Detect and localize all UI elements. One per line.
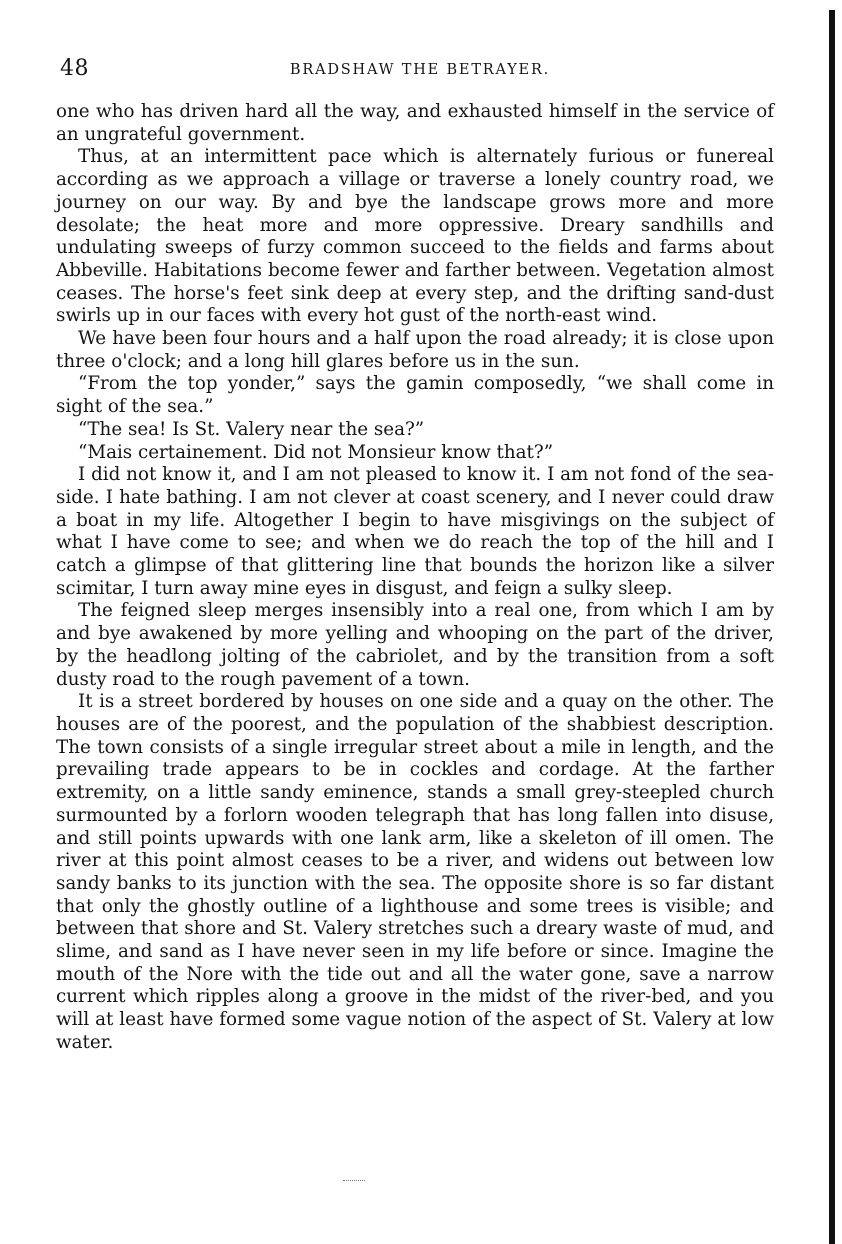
paragraph: The feigned sleep merges insensibly into a real one, from which I am by and bye awakened by more yelling and whooping on the part of the driver, by the headlong jolting of the cabriolet, and by the transition from a soft dusty road to the rough pavement of a town. (56, 600, 774, 690)
running-title: BRADSHAW THE BETRAYER. (289, 62, 551, 78)
body-text (56, 101, 774, 1055)
footer-rule (343, 1180, 365, 1181)
paragraph: We have been four hours and a half upon the road already; it is close upon three o'clock; and a long hill glares before us in the sun. (56, 328, 774, 372)
paragraph: “Mais certainement. Did not Monsieur know that?” (78, 441, 554, 463)
page-number: 48 (60, 56, 89, 81)
paragraph: “From the top yonder,” says the gamin composedly, “we shall come in sight of the sea.” (56, 373, 774, 418)
paragraph: one who has driven hard all the way, and exhausted himself in the service of an ungrateful government. (56, 101, 774, 145)
paragraph: “The sea! Is St. Valery near the sea?” (78, 418, 425, 440)
paragraph: It is a street bordered by houses on one side and a quay on the other. The houses are of the poorest, and the population of the shabbiest description. The town consists of a single irregular street about a mile in length, and the prevailing trade appears to be in cockles and cordage. At the farther extremity, on a little sandy eminence, stands a small grey-steepled church surmounted by a forlorn wooden telegraph that has long fallen into disuse, and still points upwards with one lank arm, like a skeleton of ill omen. The river at this point almost ceases to be a river, and widens out between low sandy banks to its junction with the sea. The opposite shore is so far distant that only the ghostly outline of a lighthouse and some trees is visible; and between that shore and St. Valery stretches such a dreary waste of mud, and slime, and sand as I have never seen in my life before or since. Imagine the mouth of the Nore with the tide out and all the water gone, save a narrow current which ripples along a groove in the midst of the river-bed, and you will at least have formed some vague notion of the aspect of St. Valery at low water. (56, 691, 774, 1053)
paragraph: I did not know it, and I am not pleased to know it. I am not fond of the sea-side. I hate bathing. I am not clever at coast scenery, and I never could draw a boat in my life. Altogether I begin to have misgivings on the subject of what I have come to see; and when we do reach the top of the hill and I catch a glimpse of that glittering line that bounds the horizon like a silver scimitar, I turn away mine eyes in disgust, and feign a sulky sleep. (56, 464, 774, 599)
page-header (60, 56, 780, 90)
paragraph: Thus, at an intermittent pace which is alternately furious or funereal according as we approach a village or traverse a lonely country road, we journey on our way. By and bye the landscape grows more and more desolate; the heat more and more oppressive. Dreary sandhills and undulating sweeps of furzy common succeed to the fields and farms about Abbeville. Habitations become fewer and farther between. Vegetation almost ceases. The horse's feet sink deep at every step, and the drifting sand-dust swirls up in our faces with every hot gust of the north-east wind. (56, 146, 774, 327)
page-edge-bar (829, 10, 835, 1244)
